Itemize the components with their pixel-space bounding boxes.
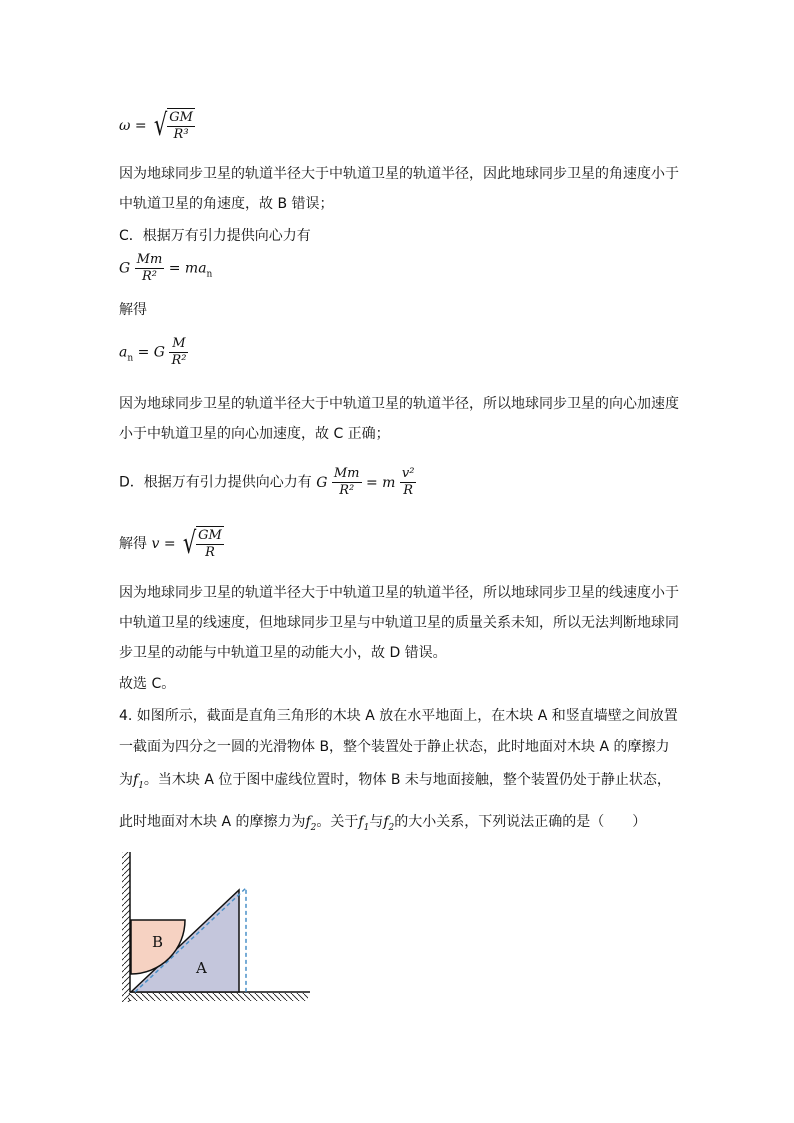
subscript: 1 bbox=[138, 780, 144, 791]
f1-symbol bbox=[133, 772, 144, 791]
subscript: 2 bbox=[310, 822, 317, 833]
fraction bbox=[332, 466, 362, 499]
f2-symbol bbox=[383, 814, 395, 833]
f-letter: f bbox=[358, 814, 364, 830]
f-letter: f bbox=[133, 772, 139, 788]
fraction bbox=[167, 110, 195, 143]
subscript: n bbox=[206, 269, 213, 280]
jiede-label: 解得 bbox=[119, 536, 147, 552]
fraction-numerator: M bbox=[169, 336, 188, 353]
sqrt-body bbox=[167, 108, 195, 144]
fraction-numerator: GM bbox=[198, 528, 222, 543]
label-b: B bbox=[152, 933, 164, 951]
question-4-line: 4. 如图所示，截面是直角三角形的木块 A 放在水平地面上，在木块 A 和竖直墙壁之间放置 bbox=[119, 708, 678, 724]
paragraph-line: 小于中轨道卫星的向心加速度，故 C 正确； bbox=[119, 426, 390, 442]
equals-sign: = bbox=[134, 118, 147, 134]
v-result-line bbox=[119, 526, 224, 562]
fraction bbox=[135, 252, 165, 285]
option-c-heading: C．根据万有引力提供向心力有 bbox=[119, 228, 311, 244]
ma-term: ma bbox=[184, 260, 207, 277]
subscript: n bbox=[127, 353, 134, 364]
m-symbol: m bbox=[382, 474, 396, 491]
omega-symbol: ω bbox=[119, 118, 131, 134]
ground-hatch bbox=[128, 993, 308, 1001]
text-fragment: 。关于 bbox=[316, 814, 359, 830]
text-fragment: 与 bbox=[369, 814, 384, 830]
formula-gravity-v bbox=[316, 466, 416, 498]
fraction-denominator: R bbox=[403, 483, 414, 498]
formula-gravity-an bbox=[119, 252, 212, 285]
label-a: A bbox=[196, 959, 207, 977]
fraction bbox=[400, 466, 417, 499]
text-fragment: 。当木块 A 位于图中虚线位置时，物体 B 未与地面接触，整个装置仍处于静止状态， bbox=[143, 772, 671, 788]
f-letter: f bbox=[305, 814, 311, 830]
fraction-numerator: GM bbox=[169, 110, 193, 125]
fraction-denominator: R bbox=[205, 545, 215, 560]
wall-hatch bbox=[122, 852, 130, 1002]
text-fragment: 此时地面对木块 A 的摩擦力为 bbox=[119, 814, 306, 830]
fraction bbox=[196, 528, 224, 561]
g-symbol: G bbox=[153, 344, 165, 361]
paragraph-line: 中轨道卫星的角速度，故 B 错误； bbox=[119, 196, 334, 212]
question-4-line: 一截面为四分之一圆的光滑物体 B，整个装置处于静止状态，此时地面对木块 A 的摩擦力 bbox=[119, 739, 670, 755]
f-letter: f bbox=[383, 814, 389, 830]
fraction-numerator: Mm bbox=[136, 252, 163, 267]
g-symbol: G bbox=[119, 260, 131, 277]
question-4-line bbox=[119, 770, 671, 796]
equals-sign: = bbox=[163, 536, 176, 552]
fraction-numerator: v² bbox=[401, 466, 415, 481]
sqrt-body bbox=[196, 526, 224, 562]
fraction-denominator: R² bbox=[141, 269, 157, 284]
subscript: 1 bbox=[363, 822, 370, 833]
f1-symbol bbox=[358, 814, 370, 833]
formula-omega bbox=[119, 108, 195, 144]
fraction-denominator: R² bbox=[171, 353, 187, 368]
text-fragment: 的大小关系，下列说法正确的是（ ） bbox=[394, 814, 647, 830]
fraction bbox=[169, 336, 188, 369]
v-symbol: v bbox=[151, 536, 160, 552]
sqrt bbox=[180, 526, 224, 562]
question-4-line bbox=[119, 812, 646, 838]
fraction-denominator: R² bbox=[339, 483, 355, 498]
subscript: 2 bbox=[388, 822, 395, 833]
text-fragment: 为 bbox=[119, 772, 133, 788]
physics-figure bbox=[118, 850, 318, 1010]
paragraph-line: 因为地球同步卫星的轨道半径大于中轨道卫星的轨道半径，所以地球同步卫星的向心加速度 bbox=[119, 396, 679, 412]
g-symbol: G bbox=[316, 474, 328, 491]
equals-sign: = bbox=[168, 260, 181, 277]
option-d-heading: D．根据万有引力提供向心力有 bbox=[119, 474, 312, 491]
formula-an-result bbox=[119, 336, 188, 369]
answer-line: 故选 C。 bbox=[119, 676, 176, 692]
equals-sign: = bbox=[365, 474, 378, 491]
sqrt bbox=[151, 108, 195, 144]
paragraph-line: 中轨道卫星的线速度，但地球同步卫星与中轨道卫星的质量关系未知，所以无法判断地球同 bbox=[119, 615, 679, 631]
formula-v-result bbox=[151, 526, 223, 561]
paragraph-line: 步卫星的动能与中轨道卫星的动能大小，故 D 错误。 bbox=[119, 645, 447, 661]
radical-sign: √ bbox=[153, 108, 168, 143]
fraction-numerator: Mm bbox=[333, 466, 360, 481]
a-symbol: a bbox=[119, 344, 128, 361]
fraction-denominator: R³ bbox=[173, 127, 189, 142]
paragraph-line: 因为地球同步卫星的轨道半径大于中轨道卫星的轨道半径，因此地球同步卫星的角速度小于 bbox=[119, 166, 679, 182]
radical-sign: √ bbox=[182, 526, 197, 561]
jiede-label: 解得 bbox=[119, 302, 147, 318]
f2-symbol bbox=[305, 814, 317, 833]
paragraph-line: 因为地球同步卫星的轨道半径大于中轨道卫星的轨道半径，所以地球同步卫星的线速度小于 bbox=[119, 585, 679, 601]
option-d-line bbox=[119, 466, 416, 499]
equals-sign: = bbox=[137, 344, 150, 361]
